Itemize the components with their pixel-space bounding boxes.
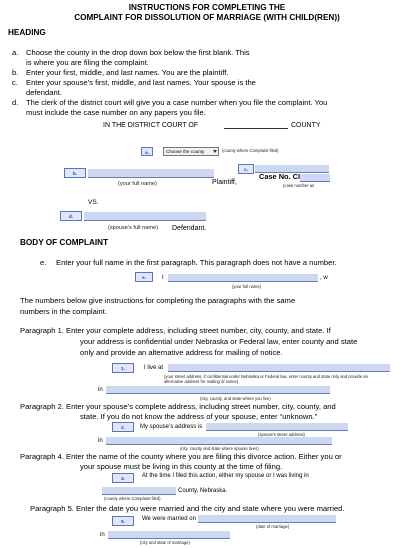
- heading-item-b-line1: Enter your first, middle, and last names. You are the plaintiff.: [26, 68, 229, 77]
- badge-c: c.: [238, 164, 254, 174]
- body-item-e-letter: e.: [40, 258, 47, 267]
- p1-address-field[interactable]: [168, 364, 390, 372]
- heading-item-d-letter: d.: [12, 98, 19, 107]
- badge-d: d.: [60, 211, 82, 221]
- defendant-label: Defendant.: [172, 225, 207, 232]
- vs-label: VS.: [88, 199, 99, 206]
- badge-p5: 5.: [112, 516, 134, 526]
- p2-caption1: (spouse’s street address): [258, 432, 305, 437]
- e-suffix: , w: [320, 275, 328, 281]
- p5-date-field[interactable]: [198, 515, 336, 523]
- plaintiff-label: Plaintiff,: [212, 179, 237, 186]
- heading-item-a-line1: Choose the county in the drop down box below the first blank. This: [26, 48, 250, 57]
- p5-caption1: (date of marriage): [256, 524, 290, 529]
- heading-item-c-line1: Enter your spouse’s first, middle, and last names. Your spouse is the: [26, 78, 256, 87]
- body-section-label: BODY OF COMPLAINT: [20, 238, 109, 247]
- heading-item-a-letter: a.: [12, 48, 19, 57]
- your-name-field[interactable]: [88, 169, 214, 178]
- e-prefix: I: [162, 275, 164, 281]
- case-number-field[interactable]: [300, 174, 330, 182]
- p4-form-prefix: At the time I filed this action, either my spouse or I was living in: [142, 473, 309, 479]
- heading-item-d-line1: The clerk of the district court will give you a case number when you file the complaint. You: [26, 98, 328, 107]
- county-blank-line: [224, 128, 288, 129]
- badge-p1: 1.: [112, 363, 134, 373]
- p5-place-field[interactable]: [108, 531, 230, 539]
- p5-form-prefix: We were married on: [142, 516, 196, 522]
- title-line-1: INSTRUCTIONS FOR COMPLETING THE: [128, 3, 286, 12]
- case-no-label: Case No. CI: [259, 172, 301, 181]
- p2-form-prefix: My spouse’s address is: [140, 424, 203, 430]
- p2-address-field[interactable]: [206, 423, 348, 431]
- p1-caption1: (your street address, if confidential under Nebraska or Federal law, enter county and state only and provide an: [164, 374, 368, 379]
- district-court-label: IN THE DISTRICT COURT OF: [103, 122, 199, 129]
- p2-caption2: (city, county and state where spouse lives): [180, 446, 259, 451]
- p1-caption2: alternative address for mailing of notice): [164, 379, 239, 384]
- p2-line1: Paragraph 2. Enter your spouse’s complete address, including street number, city, county, and: [20, 402, 336, 411]
- e-caption: (your full name): [232, 284, 262, 289]
- p4-county-field[interactable]: [102, 487, 176, 495]
- badge-b: b.: [64, 168, 86, 178]
- p4-caption: (county where Complaint filed): [104, 496, 161, 501]
- badge-a: a.: [141, 147, 153, 156]
- p1-line2: your address is confidential under Nebraska or Federal law, enter county and state: [80, 337, 358, 346]
- heading-item-a-line2: is where you are filing the complaint.: [26, 58, 149, 67]
- county-dropdown[interactable]: [163, 147, 219, 156]
- case-number-caption: (case number as: [283, 183, 315, 188]
- your-name-caption: (your full name): [118, 181, 157, 187]
- p4-suffix: County, Nebraska.: [178, 488, 228, 494]
- heading-item-c-letter: c.: [12, 78, 18, 87]
- heading-item-b-letter: b.: [12, 68, 19, 77]
- heading-item-d-line2: must include the case number on any papers you file.: [26, 108, 206, 117]
- county-caption: (county where Complaint filed): [222, 148, 279, 153]
- full-name-paragraph-field[interactable]: [168, 274, 318, 282]
- p2-in-label: in: [98, 438, 103, 444]
- p1-line3: only and provide an alternative address for mailing of notice.: [80, 348, 283, 357]
- heading-item-c-line2: defendant.: [26, 88, 62, 97]
- body-intro-line2: numbers in the complaint.: [20, 307, 107, 316]
- p1-line1: Paragraph 1. Enter your complete address, including street number, city, county, and state. If: [20, 326, 331, 335]
- p1-form-prefix: I live at: [144, 365, 164, 371]
- county-suffix-label: COUNTY: [291, 122, 321, 129]
- p5-caption2: (city and state of marriage): [140, 540, 190, 545]
- body-item-e-text: Enter your full name in the first paragraph. This paragraph does not have a number.: [56, 258, 337, 267]
- badge-p2: 2.: [112, 422, 134, 432]
- chevron-down-icon: [213, 150, 217, 153]
- p5-line1: Paragraph 5. Enter the date you were married and the city and state where you were married.: [30, 504, 345, 513]
- badge-p4: 4.: [112, 473, 134, 483]
- heading-section-label: HEADING: [8, 28, 46, 37]
- p1-caption3: (city, county, and state where you live): [200, 396, 271, 401]
- body-intro-line1: The numbers below give instructions for completing the paragraphs with the same: [20, 296, 296, 305]
- badge-e: e.: [135, 272, 153, 282]
- p1-in-label: in: [98, 387, 103, 393]
- p2-city-field[interactable]: [106, 437, 332, 445]
- spouse-name-field[interactable]: [84, 212, 206, 221]
- p4-line2: your spouse must be living in this county at the time of filing.: [80, 462, 283, 471]
- title-line-2: COMPLAINT FOR DISSOLUTION OF MARRIAGE (WITH CHILD(REN)): [74, 13, 340, 22]
- p1-city-field[interactable]: [106, 386, 330, 394]
- county-dropdown-label: Choose the county: [166, 149, 205, 154]
- spouse-name-caption: (spouse’s full name): [108, 225, 158, 231]
- p2-line2: state. If you do not know the address of your spouse, enter “unknown.”: [80, 412, 318, 421]
- p5-in-label: in: [100, 532, 105, 538]
- p4-line1: Paragraph 4. Enter the name of the county where you are filing this divorce action. Either you or: [20, 452, 342, 461]
